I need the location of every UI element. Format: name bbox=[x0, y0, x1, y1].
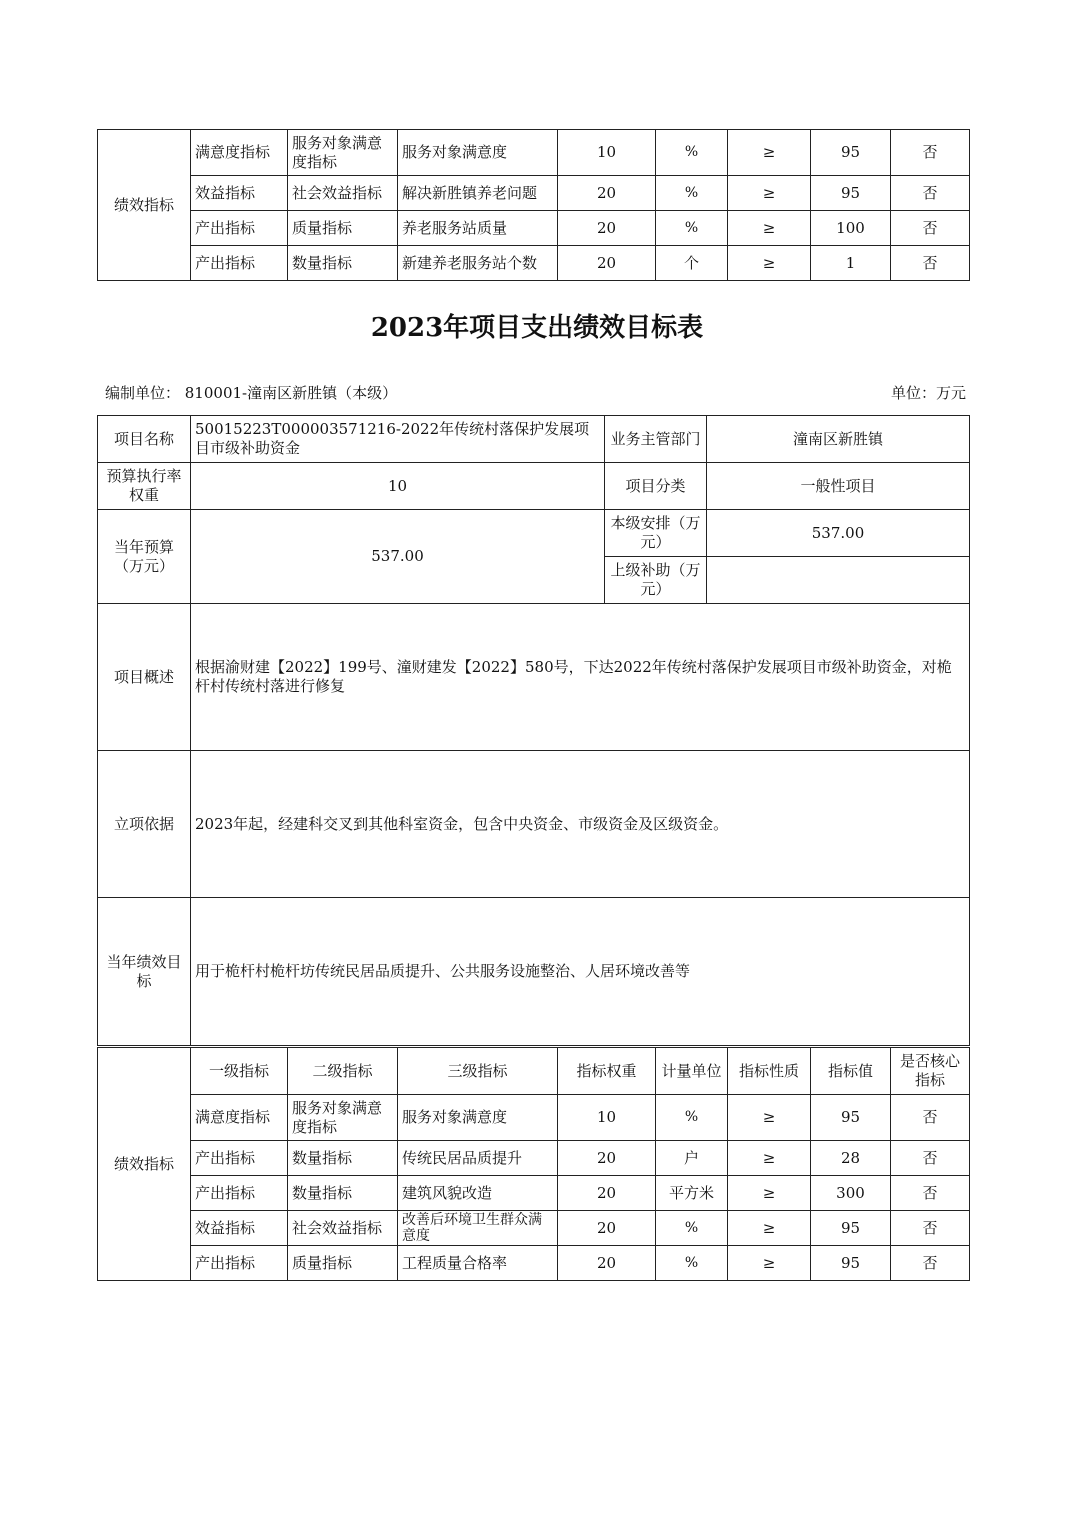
value-cell: 28 bbox=[811, 1141, 891, 1176]
header-value: 指标值 bbox=[811, 1048, 891, 1095]
unit-label: 单位：万元 bbox=[890, 384, 966, 402]
value-cell: 300 bbox=[811, 1176, 891, 1211]
weight-cell: 10 bbox=[558, 130, 656, 176]
core-cell: 否 bbox=[891, 130, 970, 176]
level3-cell: 服务对象满意度 bbox=[398, 1095, 558, 1141]
value-cell: 95 bbox=[811, 1095, 891, 1141]
local-value: 537.00 bbox=[707, 510, 970, 557]
level3-cell: 建筑风貌改造 bbox=[398, 1176, 558, 1211]
level1-cell: 满意度指标 bbox=[191, 130, 288, 176]
unit-cell: % bbox=[656, 211, 728, 246]
category-value: 一般性项目 bbox=[707, 463, 970, 510]
nature-cell: ≥ bbox=[728, 211, 811, 246]
unit-cell: % bbox=[656, 130, 728, 176]
level3-cell: 新建养老服务站个数 bbox=[398, 246, 558, 281]
header-core: 是否核心指标 bbox=[891, 1048, 970, 1095]
level1-cell: 效益指标 bbox=[191, 176, 288, 211]
basis-text: 2023年起，经建科交叉到其他科室资金，包含中央资金、市级资金及区级资金。 bbox=[191, 751, 970, 898]
overview-text: 根据渝财建【2022】199号、潼财建发【2022】580号，下达2022年传统村落保护发展项目市级补助资金，对桅杆村传统村落进行修复 bbox=[191, 604, 970, 751]
header-level2: 二级指标 bbox=[288, 1048, 398, 1095]
rate-value: 10 bbox=[191, 463, 605, 510]
unit-cell: % bbox=[656, 176, 728, 211]
value-cell: 1 bbox=[811, 246, 891, 281]
header-nature: 指标性质 bbox=[728, 1048, 811, 1095]
goal-text: 用于桅杆村桅杆坊传统民居品质提升、公共服务设施整治、人居环境改善等 bbox=[191, 898, 970, 1046]
core-cell: 否 bbox=[891, 246, 970, 281]
level3-cell: 服务对象满意度 bbox=[398, 130, 558, 176]
level2-cell: 服务对象满意度指标 bbox=[288, 130, 398, 176]
core-cell: 否 bbox=[891, 1211, 970, 1246]
level3-cell: 改善后环境卫生群众满意度 bbox=[398, 1211, 558, 1246]
unit-cell: % bbox=[656, 1246, 728, 1281]
unit-cell: % bbox=[656, 1211, 728, 1246]
unit-cell: 个 bbox=[656, 246, 728, 281]
core-cell: 否 bbox=[891, 1246, 970, 1281]
level1-cell: 产出指标 bbox=[191, 1176, 288, 1211]
unit-cell: 平方米 bbox=[656, 1176, 728, 1211]
value-cell: 95 bbox=[811, 130, 891, 176]
goal-label: 当年绩效目标 bbox=[98, 898, 191, 1046]
level3-cell: 传统民居品质提升 bbox=[398, 1141, 558, 1176]
page-title: 2023年项目支出绩效目标表 bbox=[370, 313, 704, 343]
level1-cell: 产出指标 bbox=[191, 1246, 288, 1281]
org-label: 编制单位： 810001-潼南区新胜镇（本级） bbox=[105, 384, 398, 402]
level2-cell: 社会效益指标 bbox=[288, 176, 398, 211]
project-name: 50015223T000003571216-2022年传统村落保护发展项目市级补助资金 bbox=[191, 416, 605, 463]
top-section-label: 绩效指标 bbox=[98, 130, 191, 281]
level3-cell: 解决新胜镇养老问题 bbox=[398, 176, 558, 211]
nature-cell: ≥ bbox=[728, 176, 811, 211]
level1-cell: 产出指标 bbox=[191, 1141, 288, 1176]
level2-cell: 质量指标 bbox=[288, 211, 398, 246]
nature-cell: ≥ bbox=[728, 1141, 811, 1176]
local-label: 本级安排（万元） bbox=[605, 510, 707, 557]
level2-cell: 质量指标 bbox=[288, 1246, 398, 1281]
level2-cell: 数量指标 bbox=[288, 246, 398, 281]
indicator-table bbox=[97, 1047, 970, 1281]
level1-cell: 产出指标 bbox=[191, 211, 288, 246]
unit-cell: 户 bbox=[656, 1141, 728, 1176]
nature-cell: ≥ bbox=[728, 130, 811, 176]
project-name-label: 项目名称 bbox=[98, 416, 191, 463]
weight-cell: 20 bbox=[558, 1211, 656, 1246]
budget-label: 当年预算（万元） bbox=[98, 510, 191, 604]
value-cell: 95 bbox=[811, 1211, 891, 1246]
weight-cell: 20 bbox=[558, 1176, 656, 1211]
upper-label: 上级补助（万元） bbox=[605, 557, 707, 604]
value-cell: 95 bbox=[811, 176, 891, 211]
level1-cell: 产出指标 bbox=[191, 246, 288, 281]
level3-cell: 养老服务站质量 bbox=[398, 211, 558, 246]
weight-cell: 20 bbox=[558, 246, 656, 281]
header-level1: 一级指标 bbox=[191, 1048, 288, 1095]
category-label: 项目分类 bbox=[605, 463, 707, 510]
weight-cell: 20 bbox=[558, 1141, 656, 1176]
header-level3: 三级指标 bbox=[398, 1048, 558, 1095]
project-info-table bbox=[97, 415, 970, 1046]
nature-cell: ≥ bbox=[728, 246, 811, 281]
dept-label: 业务主管部门 bbox=[605, 416, 707, 463]
core-cell: 否 bbox=[891, 1176, 970, 1211]
level1-cell: 满意度指标 bbox=[191, 1095, 288, 1141]
rate-label: 预算执行率权重 bbox=[98, 463, 191, 510]
core-cell: 否 bbox=[891, 211, 970, 246]
basis-label: 立项依据 bbox=[98, 751, 191, 898]
level2-cell: 社会效益指标 bbox=[288, 1211, 398, 1246]
top-indicator-table bbox=[97, 129, 970, 281]
dept-value: 潼南区新胜镇 bbox=[707, 416, 970, 463]
value-cell: 100 bbox=[811, 211, 891, 246]
core-cell: 否 bbox=[891, 1141, 970, 1176]
overview-label: 项目概述 bbox=[98, 604, 191, 751]
value-cell: 95 bbox=[811, 1246, 891, 1281]
header-weight: 指标权重 bbox=[558, 1048, 656, 1095]
level1-cell: 效益指标 bbox=[191, 1211, 288, 1246]
weight-cell: 10 bbox=[558, 1095, 656, 1141]
core-cell: 否 bbox=[891, 176, 970, 211]
level3-cell: 工程质量合格率 bbox=[398, 1246, 558, 1281]
nature-cell: ≥ bbox=[728, 1095, 811, 1141]
weight-cell: 20 bbox=[558, 1246, 656, 1281]
weight-cell: 20 bbox=[558, 211, 656, 246]
unit-cell: % bbox=[656, 1095, 728, 1141]
core-cell: 否 bbox=[891, 1095, 970, 1141]
upper-value bbox=[707, 557, 970, 604]
header-unit: 计量单位 bbox=[656, 1048, 728, 1095]
level2-cell: 数量指标 bbox=[288, 1141, 398, 1176]
level2-cell: 服务对象满意度指标 bbox=[288, 1095, 398, 1141]
level2-cell: 数量指标 bbox=[288, 1176, 398, 1211]
nature-cell: ≥ bbox=[728, 1246, 811, 1281]
budget-value: 537.00 bbox=[191, 510, 605, 604]
nature-cell: ≥ bbox=[728, 1176, 811, 1211]
nature-cell: ≥ bbox=[728, 1211, 811, 1246]
weight-cell: 20 bbox=[558, 176, 656, 211]
indicator-section-label: 绩效指标 bbox=[98, 1048, 191, 1281]
